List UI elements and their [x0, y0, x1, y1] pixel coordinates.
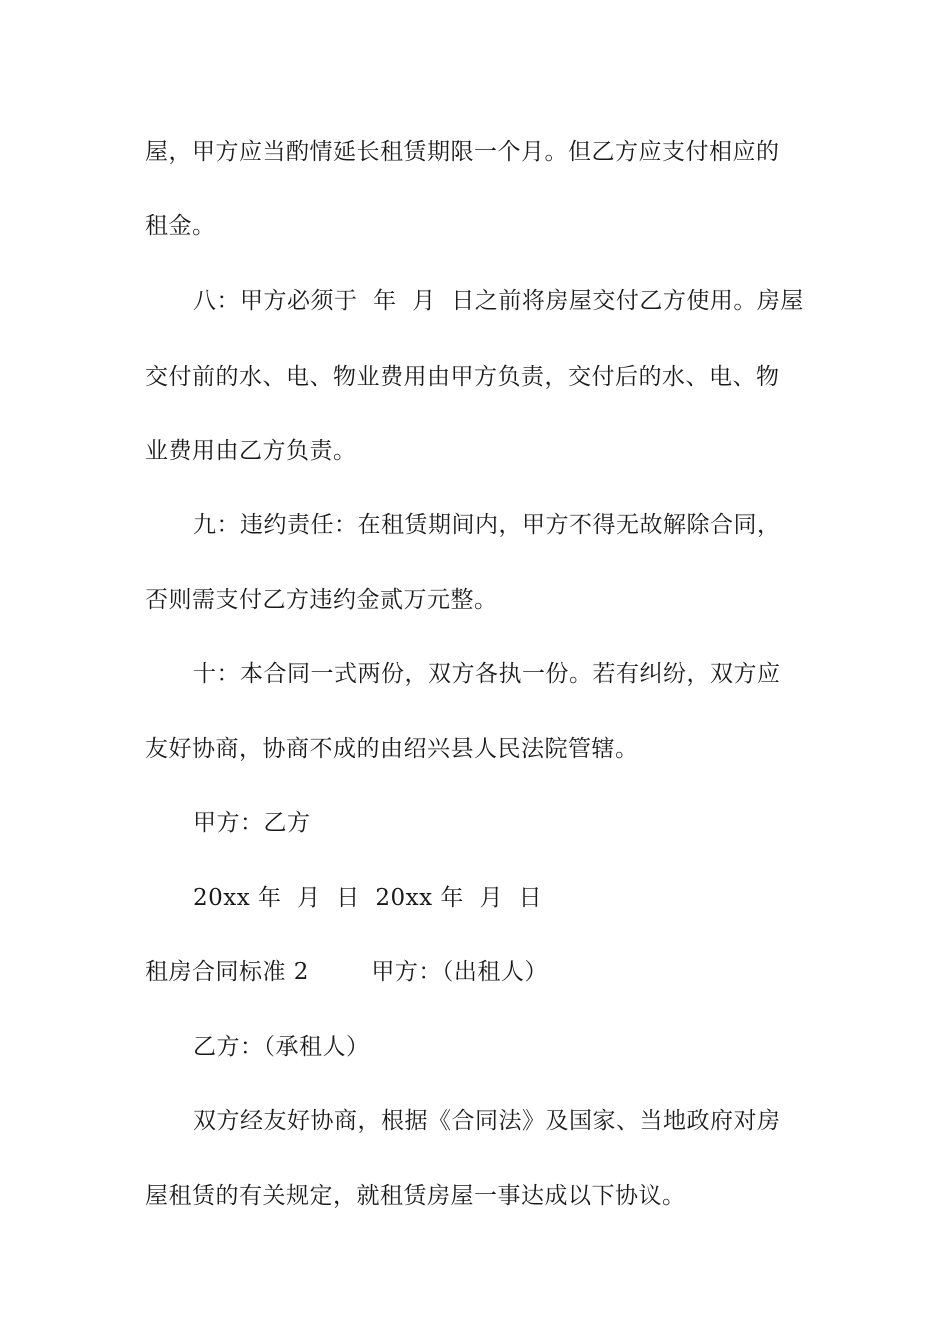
text-line: 交付前的水、电、物业费用由甲方负责，交付后的水、电、物 — [145, 364, 780, 390]
text-line: 屋租赁的有关规定，就租赁房屋一事达成以下协议。 — [145, 1183, 686, 1209]
clause-8-line: 八：甲方必须于 年 月 日之前将房屋交付乙方使用。房屋 — [193, 288, 804, 314]
lessee-line: 乙方：（承租人） — [193, 1034, 370, 1060]
signature-parties-line: 甲方：乙方 — [193, 810, 311, 836]
contract-2-heading-line: 租房合同标准 2 甲方：（出租人） — [145, 959, 548, 985]
text-line: 业费用由乙方负责。 — [145, 438, 357, 464]
signature-date-line: 20xx 年 月 日 20xx 年 月 日 — [193, 885, 543, 911]
text-line: 否则需支付乙方违约金贰万元整。 — [145, 587, 498, 613]
text-line: 租金。 — [145, 213, 216, 239]
preamble-line: 双方经友好协商，根据《合同法》及国家、当地政府对房 — [193, 1108, 781, 1134]
clause-9-line: 九：违约责任：在租赁期间内，甲方不得无故解除合同， — [193, 512, 781, 538]
clause-10-line: 十：本合同一式两份，双方各执一份。若有纠纷，双方应 — [193, 661, 781, 687]
text-line: 屋，甲方应当酌情延长租赁期限一个月。但乙方应支付相应的 — [145, 139, 780, 165]
text-line: 友好协商，协商不成的由绍兴县人民法院管辖。 — [145, 736, 639, 762]
